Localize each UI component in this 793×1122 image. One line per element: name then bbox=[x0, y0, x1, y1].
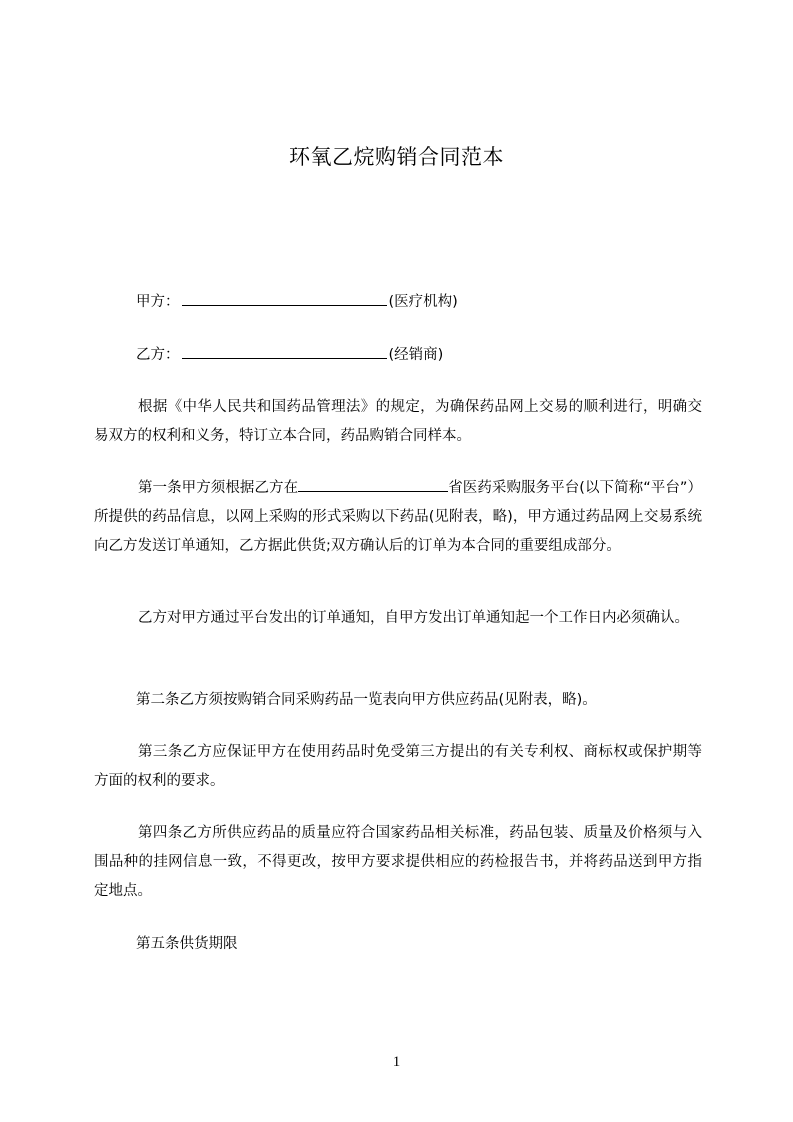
party-b-note: (经销商) bbox=[388, 347, 444, 363]
party-b-label: 乙方： bbox=[136, 347, 180, 363]
article-3-paragraph: 第三条乙方应保证甲方在使用药品时免受第三方提出的有关专利权、商标权或保护期等方面的权利的要求。 bbox=[94, 744, 702, 789]
article-5-heading: 第五条供货期限 bbox=[136, 936, 238, 952]
party-a-line bbox=[136, 291, 458, 312]
party-a-blank bbox=[182, 291, 387, 306]
party-a-note: (医疗机构) bbox=[388, 294, 458, 310]
document-title: 环氧乙烷购销合同范本 bbox=[289, 145, 504, 169]
article-1-paragraph bbox=[94, 474, 702, 561]
party-b-blank bbox=[182, 344, 387, 359]
article-4-paragraph: 第四条乙方所供应药品的质量应符合国家药品相关标准，药品包装、质量及价格须与入围品种的挂网信息一致，不得更改，按甲方要求提供相应的药检报告书，并将药品送到甲方指定地点。 bbox=[94, 825, 702, 899]
article-2-paragraph: 第二条乙方须按购销合同采购药品一览表向甲方供应药品(见附表，略)。 bbox=[136, 692, 597, 708]
province-blank bbox=[298, 477, 448, 492]
party-a-label: 甲方： bbox=[136, 294, 180, 310]
article-1-text-after: 省医药采购服务平台(以下简称“平台”）所提供的药品信息，以网上采购的形式采购以下药品(见附表，略)，甲方通过药品网上交易系统向乙方发送订单通知，乙方据此供货;双方确认后的订单为本合同的重要组成部分。 bbox=[94, 480, 702, 554]
page-number: 1 bbox=[392, 1054, 401, 1070]
confirm-paragraph: 乙方对甲方通过平台发出的订单通知，自甲方发出订单通知起一个工作日内必须确认。 bbox=[138, 610, 689, 626]
article-1-text-before: 第一条甲方须根据乙方在 bbox=[138, 480, 299, 496]
intro-paragraph: 根据《中华人民共和国药品管理法》的规定，为确保药品网上交易的顺利进行，明确交易双方的权利和义务，特订立本合同，药品购销合同样本。 bbox=[94, 399, 702, 444]
party-b-line bbox=[136, 344, 443, 365]
